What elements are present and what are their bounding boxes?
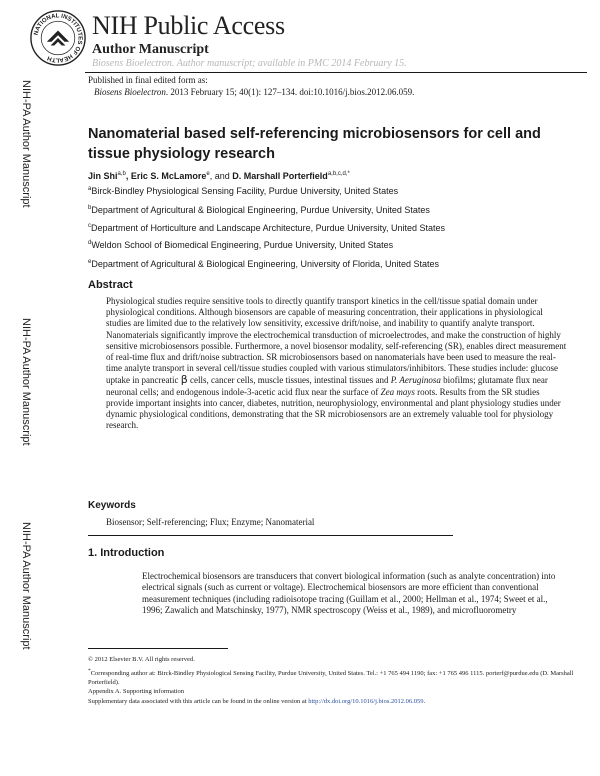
introduction-heading: 1. Introduction [88,547,165,559]
author-affiliation-mark: e [206,171,210,177]
affiliation: $^a$Birck-Bindley Physiological Sensing Facility, Purdue University, United States [88,186,399,196]
author-name: Eric S. McLamore [130,171,207,181]
introduction-body: Electrochemical biosensors are transducers that convert biological information (such as analyte concentration) into electrical signals (such as current or voltage). Electrochemical biosensors are more efficient than conventional measurement techniques (including radioisotope tracing (Guillam et al., 2000; Hellman et al., 1974; Sweet et al., 1996; Zawalich and Matschinsky, 1977), NMR spectroscopy (Weiss et al., 1989), and microfluorometry [142,571,556,616]
header-rule [85,72,587,73]
citation [94,87,414,97]
author-affiliation-mark: a,b,c,d,* [327,171,350,177]
affiliation: $^e$Department of Agricultural & Biological Engineering, University of Florida, United States [88,259,440,269]
author-manuscript-label: Author Manuscript [92,42,209,57]
appendix-note: Appendix A. Supporting information [88,688,185,695]
author-affiliation-mark: a,b [117,171,126,177]
doi-link[interactable]: http://dx.doi.org/10.1016/j.bios.2012.06.059 [308,698,424,705]
affiliation: $^c$Department of Horticulture and Landscape Architecture, Purdue University, United States [88,223,446,233]
abstract-body: Physiological studies require sensitive tools to directly quantify transport kinetics in the cell/tissue spatial domain under physiological conditions. Although biosensors are capable of measuring concentration, their applications in physiological studies are limited due to the relatively low sensitivity, excessive drift/noise, and inability to quantify analyte transport. Nanomaterials significantly improve the electrochemical transduction of microelectrodes, and make the construction of highly sensitive microbiosensors possible. Furthermore, a novel biosensor modality, self-referencing (SR), enables direct measurement of real-time flux and drift/noise subtraction. SR microbiosensors based on nanomaterials have been used to measure the real-time analyte transport in several cell/tissue studies coupled with various stimulators/inhibitors. These studies include: glucose uptake in pancreatic β cells, cancer cells, muscle tissues, intestinal tissues and P. Aeruginosa biofilms; glutamate flux near neuronal cells; and endogenous indole-3-acetic acid flux near the surface of Zea mays roots. Results from the SR studies provide important insights into cancer, diabetes, nutrition, neurophysiology, environmental and plant physiology studies under dynamic physiological conditions, demonstrating that the SR microbiosensors are an extremely valuable tool for physiology research. [106,296,567,431]
nih-seal-logo [30,10,86,66]
abstract-heading: Abstract [88,279,133,291]
footnote-rule [88,648,228,649]
nih-public-access-title: NIH Public Access [92,11,285,40]
author-list: Jin Shi$^{a,b}$, Eric S. McLamore$^e$, and D. Marshall Porterfield$^{a,b,c,d,*}$ [88,171,350,181]
author-name: Jin Shi [88,171,118,181]
supplementary-note: Supplementary data associated with this article can be found in the online version at http://dx.doi.org/10.1016/j.bios.2012.06.059. [88,698,426,705]
citation-details: . 2013 February 15; 40(1): 127–134. doi:10.1016/j.bios.2012.06.059. [165,87,415,97]
published-label: Published in final edited form as: [88,75,208,85]
keywords-list: Biosensor; Self-referencing; Flux; Enzyme; Nanomaterial [106,517,315,527]
keywords-rule [88,535,453,536]
sidebar-watermark: NIH-PA Author Manuscript [20,80,32,208]
author-name: D. Marshall Porterfield [232,171,328,181]
pmc-availability: Biosens Bioelectron. Author manuscript; available in PMC 2014 February 15. [92,58,407,69]
sidebar-watermark: NIH-PA Author Manuscript [20,318,32,446]
affiliation: $^d$Weldon School of Biomedical Engineering, Purdue University, United States [88,240,394,250]
affiliation: $^b$Department of Agricultural & Biological Engineering, Purdue University, United States [88,205,430,215]
keywords-heading: Keywords [88,500,136,511]
article-title: Nanomaterial based self-referencing microbiosensors for cell and tissue physiology research [88,126,541,162]
sidebar-watermark: NIH-PA Author Manuscript [20,522,32,650]
corresponding-author-note: *Corresponding author at: Birck-Bindley Physiological Sensing Facility, Purdue University, United States. Tel.: +1 765 494 1190; fax: +1 765 496 1115. porterf@purdue.edu (D. Marshall Porterfield). [88,668,574,686]
journal-name: Biosens Bioelectron [94,87,166,97]
seal-text: NATIONAL INSTITUTES OF HEALTH [33,13,83,63]
copyright-notice: © 2012 Elsevier B.V. All rights reserved. [88,656,195,663]
